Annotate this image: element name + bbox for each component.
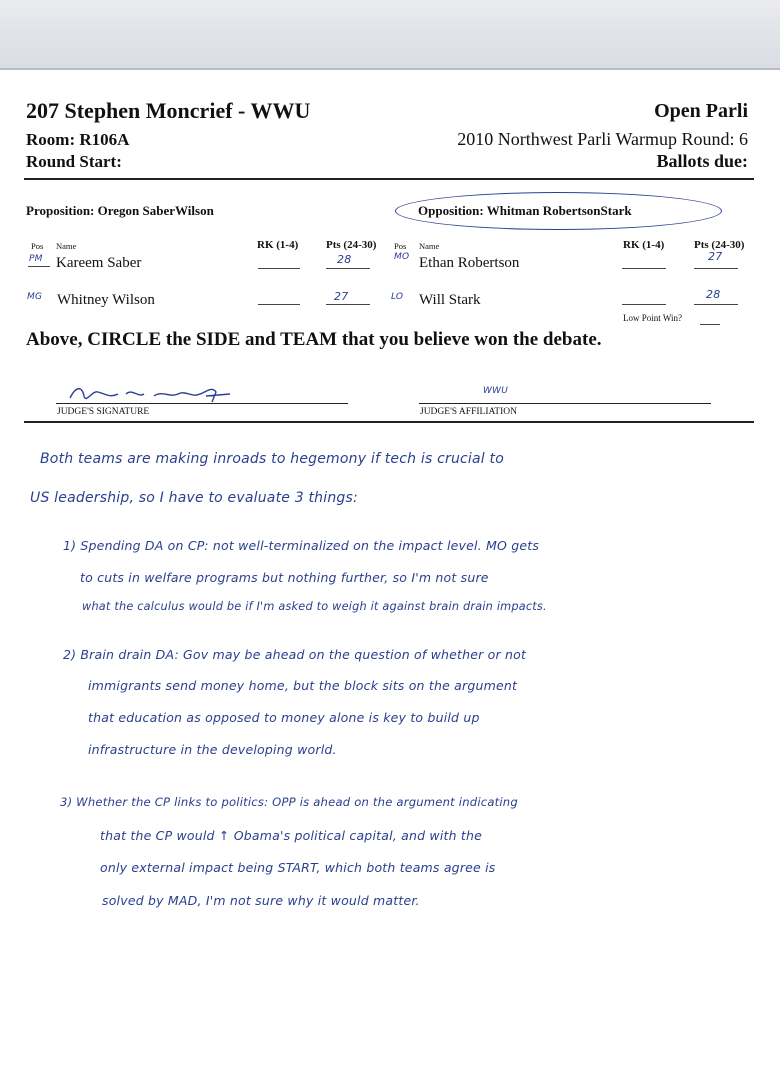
ballots-due-label: Ballots due: <box>656 151 748 171</box>
prop-speaker-2-rank-blank <box>258 304 300 305</box>
comment-line: that education as opposed to money alone is key to build up <box>88 710 480 725</box>
prop-col-rk: RK (1-4) <box>257 239 299 251</box>
prop-col-pos: Pos <box>31 241 44 251</box>
comment-line: solved by MAD, I'm not sure why it would matter. <box>102 893 420 908</box>
prop-speaker-1-pos-line <box>28 266 50 267</box>
opposition-team: Opposition: Whitman RobertsonStark <box>418 203 632 218</box>
prop-col-pts: Pts (24-30) <box>326 239 377 251</box>
opp-speaker-1-points-line <box>694 268 738 269</box>
opp-speaker-2-points: 28 <box>706 288 721 301</box>
prop-speaker-2-points: 27 <box>334 290 349 303</box>
opp-speaker-2-name: Will Stark <box>419 292 481 308</box>
prop-col-name: Name <box>56 241 77 251</box>
proposition-team: Proposition: Oregon SaberWilson <box>26 203 214 218</box>
scan-background <box>0 0 780 72</box>
signature-line <box>56 403 348 404</box>
judge-title: 207 Stephen Moncrief - WWU <box>26 98 311 123</box>
opp-speaker-2-points-line <box>694 304 738 305</box>
prop-speaker-2-points-line <box>326 304 370 305</box>
judge-signature-label: JUDGE'S SIGNATURE <box>57 407 150 417</box>
comment-line: to cuts in welfare programs but nothing further, so I'm not sure <box>80 570 489 585</box>
comment-line: 3) Whether the CP links to politics: OPP is ahead on the argument indicating <box>60 795 518 809</box>
comment-line: 2) Brain drain DA: Gov may be ahead on the question of whether or not <box>63 647 527 662</box>
judge-affiliation-value: WWU <box>483 386 508 396</box>
opp-col-rk: RK (1-4) <box>623 239 665 251</box>
opp-col-name: Name <box>419 241 440 251</box>
prop-speaker-1-pos: PM <box>29 254 43 264</box>
prop-speaker-2-pos: MG <box>27 292 43 302</box>
prop-speaker-1-name: Kareem Saber <box>56 255 142 271</box>
comment-line: what the calculus would be if I'm asked to weigh it against brain drain impacts. <box>82 600 547 613</box>
opp-speaker-1-pos: MO <box>394 252 410 262</box>
prop-speaker-1-rank-blank <box>258 268 300 269</box>
low-point-win-blank <box>700 324 720 325</box>
opp-speaker-1-points: 27 <box>708 250 723 263</box>
affiliation-line <box>419 403 711 404</box>
comment-line: 1) Spending DA on CP: not well-terminalized on the impact level. MO gets <box>63 538 540 553</box>
comment-line: infrastructure in the developing world. <box>88 742 337 757</box>
opp-speaker-1-name: Ethan Robertson <box>419 255 520 271</box>
comment-line: US leadership, so I have to evaluate 3 things: <box>30 490 358 506</box>
opp-speaker-2-pos: LO <box>391 292 404 302</box>
comment-line: immigrants send money home, but the block sits on the argument <box>88 678 518 693</box>
comments-rule <box>24 421 754 423</box>
header-rule <box>24 178 754 180</box>
room-label: Room: R106A <box>26 130 130 149</box>
opp-speaker-2-rank-blank <box>622 304 666 305</box>
low-point-win-label: Low Point Win? <box>623 313 682 323</box>
opp-col-pts: Pts (24-30) <box>694 239 745 251</box>
comment-line: Both teams are making inroads to hegemony if tech is crucial to <box>40 451 504 467</box>
circle-winner-instruction: Above, CIRCLE the SIDE and TEAM that you believe won the debate. <box>26 329 602 350</box>
judge-affiliation-label: JUDGE'S AFFILIATION <box>420 407 517 417</box>
round-start-label: Round Start: <box>26 152 122 171</box>
comment-line: only external impact being START, which both teams agree is <box>100 860 496 875</box>
tournament-round: 2010 Northwest Parli Warmup Round: 6 <box>457 129 748 149</box>
prop-speaker-2-name: Whitney Wilson <box>57 292 155 308</box>
division-label: Open Parli <box>654 100 748 122</box>
opp-speaker-1-rank-blank <box>622 268 666 269</box>
opp-col-pos: Pos <box>394 241 407 251</box>
comment-line: that the CP would ↑ Obama's political capital, and with the <box>100 828 482 843</box>
prop-speaker-1-points-line <box>326 268 370 269</box>
prop-speaker-1-points: 28 <box>337 253 352 266</box>
